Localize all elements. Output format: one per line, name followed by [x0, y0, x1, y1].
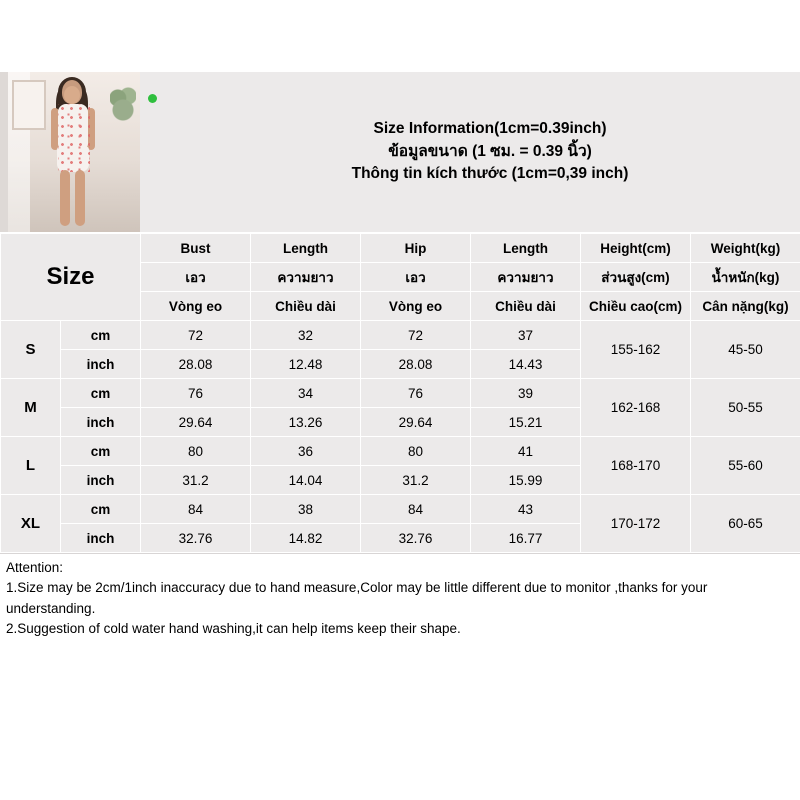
- attention-block: [0, 553, 800, 639]
- photo-inner: [8, 72, 140, 232]
- cell-l-inch-hip: 31.2: [361, 466, 471, 495]
- cell-s-inch-bust: 28.08: [141, 350, 251, 379]
- row-unit-inch: inch: [61, 524, 141, 553]
- cell-xl-cm-length2: 43: [471, 495, 581, 524]
- row-unit-cm: cm: [61, 495, 141, 524]
- title-line-vi: Thông tin kích thước (1cm=0,39 inch): [351, 165, 629, 183]
- wall-frame-decor: [12, 80, 46, 130]
- cell-s-inch-length2: 14.43: [471, 350, 581, 379]
- col-header-hip-th: เอว: [361, 263, 471, 292]
- row-unit-inch: inch: [61, 408, 141, 437]
- col-header-weight-th: น้ำหนัก(kg): [691, 263, 800, 292]
- cell-s-height: 155-162: [581, 321, 691, 379]
- cell-m-inch-hip: 29.64: [361, 408, 471, 437]
- title-block: [140, 72, 800, 232]
- title-line-th: ข้อมูลขนาด (1 ซม. = 0.39 นิ้ว): [388, 142, 592, 160]
- cell-l-height: 168-170: [581, 437, 691, 495]
- cell-l-cm-length2: 41: [471, 437, 581, 466]
- cell-m-height: 162-168: [581, 379, 691, 437]
- model-figure: [42, 80, 106, 232]
- cell-xl-cm-bust: 84: [141, 495, 251, 524]
- size-table: [0, 233, 800, 553]
- cell-m-inch-length1: 13.26: [251, 408, 361, 437]
- col-header-length2-vi: Chiều dài: [471, 292, 581, 321]
- table-row: [1, 495, 800, 524]
- col-header-hip-vi: Vòng eo: [361, 292, 471, 321]
- col-header-hip-en: Hip: [361, 234, 471, 263]
- cell-m-inch-bust: 29.64: [141, 408, 251, 437]
- cell-l-inch-bust: 31.2: [141, 466, 251, 495]
- col-header-length1-en: Length: [251, 234, 361, 263]
- col-header-length1-th: ความยาว: [251, 263, 361, 292]
- cell-xl-cm-hip: 84: [361, 495, 471, 524]
- table-row: [1, 379, 800, 408]
- cell-s-cm-hip: 72: [361, 321, 471, 350]
- cell-m-cm-bust: 76: [141, 379, 251, 408]
- cell-xl-inch-length2: 16.77: [471, 524, 581, 553]
- col-header-length1-vi: Chiều dài: [251, 292, 361, 321]
- cell-xl-weight: 60-65: [691, 495, 800, 553]
- size-header-cell: Size: [1, 234, 141, 321]
- col-header-length2-th: ความยาว: [471, 263, 581, 292]
- row-unit-cm: cm: [61, 437, 141, 466]
- cell-m-weight: 50-55: [691, 379, 800, 437]
- cell-l-cm-bust: 80: [141, 437, 251, 466]
- row-size-xl: XL: [1, 495, 61, 553]
- attention-line-2: 2.Suggestion of cold water hand washing,it can help items keep their shape.: [6, 620, 461, 636]
- col-header-length2-en: Length: [471, 234, 581, 263]
- cell-s-cm-bust: 72: [141, 321, 251, 350]
- col-header-weight-en: Weight(kg): [691, 234, 800, 263]
- cell-l-weight: 55-60: [691, 437, 800, 495]
- cell-xl-inch-length1: 14.82: [251, 524, 361, 553]
- col-header-height-th: ส่วนสูง(cm): [581, 263, 691, 292]
- row-unit-inch: inch: [61, 350, 141, 379]
- title-line-en: Size Information(1cm=0.39inch): [373, 120, 607, 138]
- cell-l-cm-length1: 36: [251, 437, 361, 466]
- attention-line-1: 1.Size may be 2cm/1inch inaccuracy due to hand measure,Color may be little different due to monitor ,thanks for your understanding.: [6, 580, 708, 616]
- row-unit-inch: inch: [61, 466, 141, 495]
- cell-s-inch-hip: 28.08: [361, 350, 471, 379]
- row-size-s: S: [1, 321, 61, 379]
- row-size-m: M: [1, 379, 61, 437]
- product-photo: [0, 72, 140, 232]
- row-unit-cm: cm: [61, 321, 141, 350]
- cell-xl-height: 170-172: [581, 495, 691, 553]
- col-header-height-en: Height(cm): [581, 234, 691, 263]
- cell-s-inch-length1: 12.48: [251, 350, 361, 379]
- cell-m-cm-length2: 39: [471, 379, 581, 408]
- plant-decor: [110, 82, 136, 122]
- cell-l-inch-length1: 14.04: [251, 466, 361, 495]
- col-header-bust-th: เอว: [141, 263, 251, 292]
- cell-xl-inch-hip: 32.76: [361, 524, 471, 553]
- col-header-bust-vi: Vòng eo: [141, 292, 251, 321]
- cell-m-cm-hip: 76: [361, 379, 471, 408]
- cell-s-weight: 45-50: [691, 321, 800, 379]
- cell-s-cm-length2: 37: [471, 321, 581, 350]
- cell-m-cm-length1: 34: [251, 379, 361, 408]
- cell-m-inch-length2: 15.21: [471, 408, 581, 437]
- cell-s-cm-length1: 32: [251, 321, 361, 350]
- green-dot-icon: [148, 94, 157, 103]
- row-unit-cm: cm: [61, 379, 141, 408]
- attention-heading: Attention:: [6, 560, 64, 575]
- cell-xl-inch-bust: 32.76: [141, 524, 251, 553]
- table-row: [1, 321, 800, 350]
- row-size-l: L: [1, 437, 61, 495]
- cell-xl-cm-length1: 38: [251, 495, 361, 524]
- cell-l-cm-hip: 80: [361, 437, 471, 466]
- table-header-row-en: [1, 234, 800, 263]
- size-chart-sheet: [0, 72, 800, 639]
- col-header-weight-vi: Cân nặng(kg): [691, 292, 800, 321]
- cell-l-inch-length2: 15.99: [471, 466, 581, 495]
- table-row: [1, 437, 800, 466]
- col-header-bust-en: Bust: [141, 234, 251, 263]
- col-header-height-vi: Chiều cao(cm): [581, 292, 691, 321]
- header-band: [0, 72, 800, 233]
